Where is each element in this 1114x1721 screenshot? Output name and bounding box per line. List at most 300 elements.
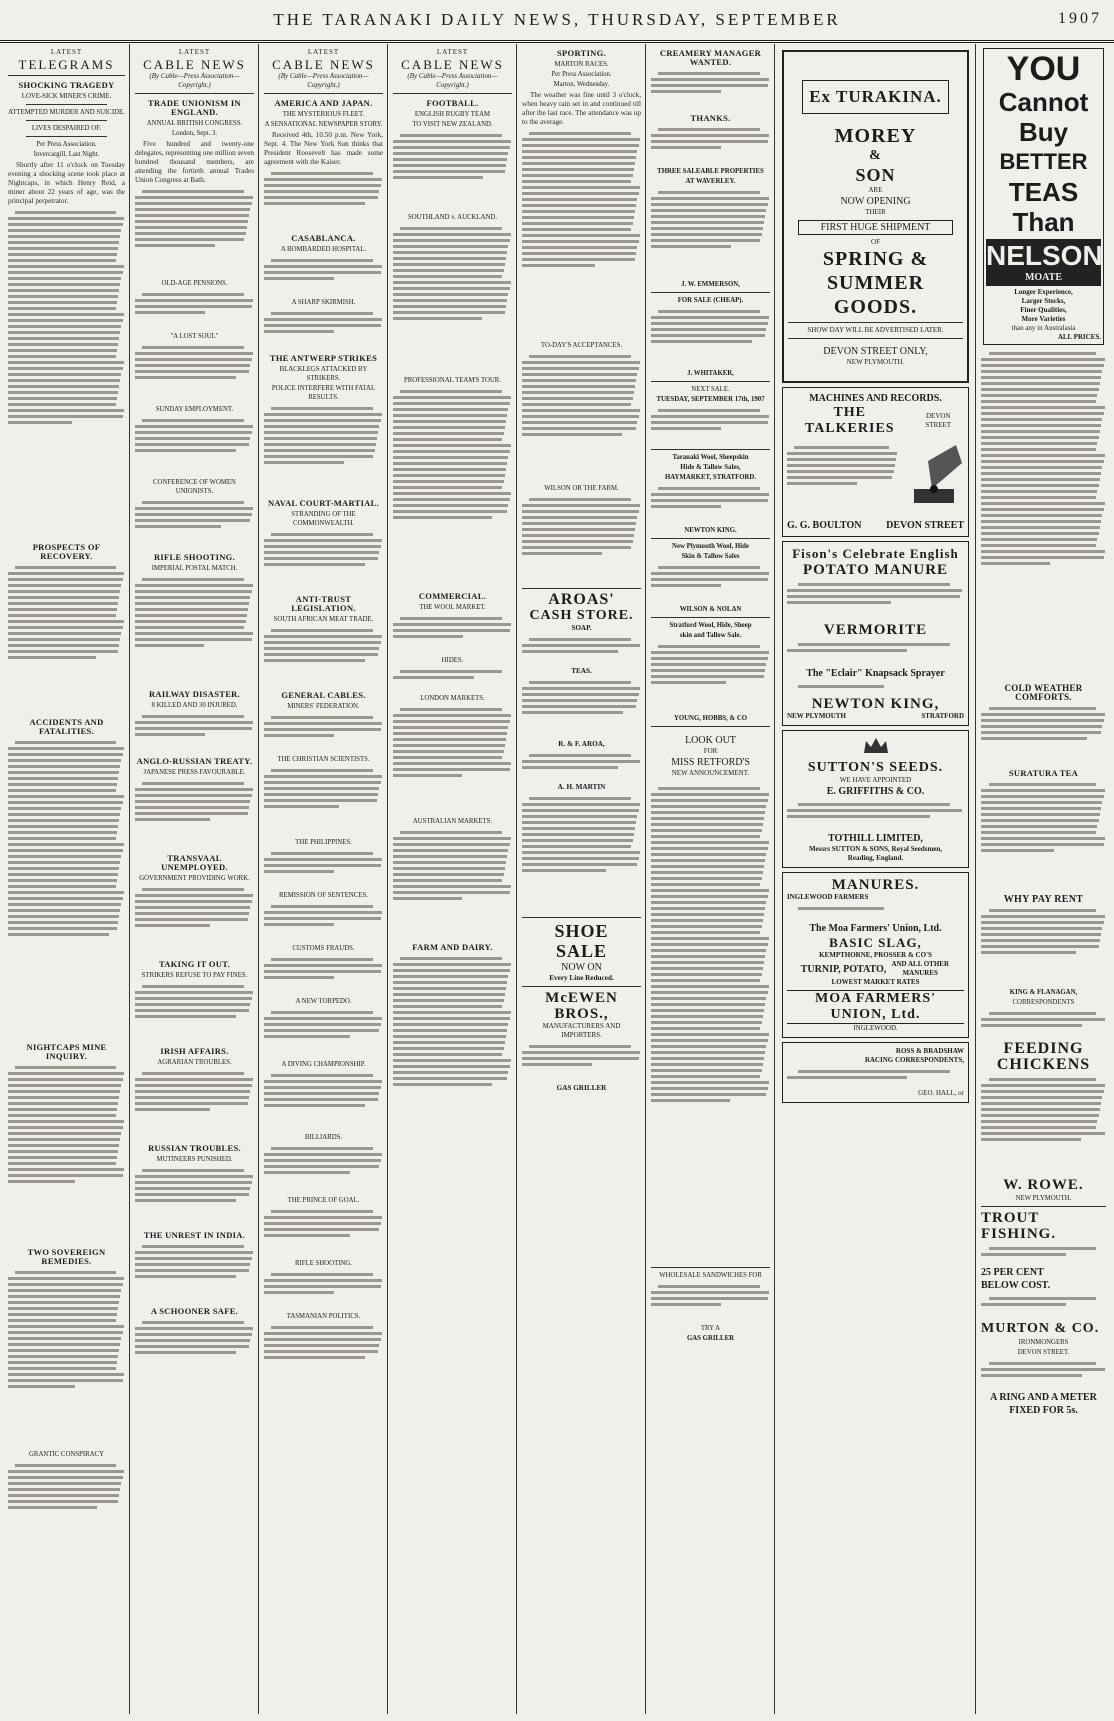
- print-line: [135, 794, 252, 797]
- print-line: [271, 629, 373, 632]
- print-line: [522, 534, 634, 537]
- print-line: [135, 1102, 248, 1105]
- print-line: [651, 505, 721, 508]
- article-body-filler: [135, 712, 254, 752]
- print-line: [8, 337, 119, 340]
- print-line: [135, 800, 250, 803]
- article-subhead: ATTEMPTED MURDER AND SUICIDE.: [8, 109, 125, 116]
- print-line: [393, 855, 507, 858]
- print-line: [8, 632, 121, 635]
- ad-heading: FEEDING: [1003, 1040, 1084, 1057]
- print-line: [8, 1331, 123, 1334]
- print-line: [393, 1077, 507, 1080]
- article-body-filler: [522, 794, 641, 914]
- article-body-filler: [135, 1318, 254, 1378]
- print-line: [393, 299, 507, 302]
- print-line: [8, 1301, 119, 1304]
- print-line: [522, 385, 635, 388]
- print-line: [8, 295, 118, 298]
- print-line: [264, 277, 334, 280]
- print-line: [8, 584, 121, 587]
- print-line: [271, 1326, 373, 1329]
- print-line: [522, 216, 634, 219]
- print-line: [135, 818, 210, 821]
- print-line: [264, 1086, 381, 1089]
- print-line: [135, 1003, 250, 1006]
- print-line: [787, 452, 897, 455]
- article-subhead: ANNUAL BRITISH CONGRESS.: [146, 120, 243, 127]
- article-headline: SHOCKING TRAGEDY: [18, 80, 115, 90]
- ad-text: NOW ON: [561, 962, 602, 973]
- print-line: [651, 340, 752, 343]
- print-line: [8, 626, 123, 629]
- ad-text: FIRST HUGE SHIPMENT: [798, 220, 953, 235]
- print-line: [142, 1169, 244, 1172]
- print-line: [651, 1045, 766, 1048]
- column-kicker: LATEST: [307, 48, 340, 56]
- ad-heading: Ex TURAKINA.: [809, 87, 942, 106]
- print-line: [522, 367, 639, 370]
- print-line: [981, 412, 1104, 415]
- print-line: [135, 912, 249, 915]
- print-line: [393, 1053, 502, 1056]
- print-line: [393, 629, 510, 632]
- ad-text: MANUFACTURERS AND IMPORTERS.: [542, 1022, 621, 1039]
- print-line: [264, 413, 382, 416]
- article-body-filler: [522, 1042, 641, 1082]
- print-line: [651, 1039, 768, 1042]
- print-line: [264, 1098, 378, 1101]
- article-body-filler: [135, 1166, 254, 1226]
- print-line: [264, 659, 365, 662]
- print-line: [393, 873, 504, 876]
- print-line: [8, 1144, 119, 1147]
- print-line: [8, 849, 123, 852]
- ad-sign: G. G. BOULTON: [787, 520, 862, 531]
- print-line: [981, 1120, 1097, 1123]
- print-line: [522, 379, 636, 382]
- print-line: [264, 1222, 381, 1225]
- print-line: [8, 783, 117, 786]
- print-line: [981, 737, 1087, 740]
- ad-text: More Varieties: [1021, 315, 1066, 323]
- article-subhead: WILSON OR THE FARM.: [544, 485, 619, 492]
- print-line: [8, 367, 123, 370]
- print-line: [8, 1337, 121, 1340]
- print-line: [135, 584, 253, 587]
- print-line: [135, 620, 246, 623]
- article-subhead: A SHARP SKIRMISH.: [291, 299, 356, 306]
- column-source: (By Cable—Press Association—Copyright.): [407, 72, 498, 89]
- print-line: [135, 1175, 253, 1178]
- print-line: [135, 1251, 253, 1254]
- print-line: [393, 885, 511, 888]
- print-line: [651, 859, 765, 862]
- print-line: [981, 1126, 1096, 1129]
- column-cable-news-2: [260, 44, 388, 1714]
- print-line: [989, 1078, 1097, 1081]
- print-line: [981, 1253, 1066, 1256]
- print-line: [264, 805, 339, 808]
- print-line: [651, 675, 764, 678]
- article-subhead: RIFLE SHOOTING.: [294, 1260, 353, 1267]
- ad-text: NEW PLYMOUTH: [787, 712, 846, 720]
- print-line: [522, 397, 633, 400]
- print-line: [522, 693, 639, 696]
- print-line: [135, 727, 252, 730]
- ad-heading: YOU: [1006, 50, 1081, 88]
- article-headline: RUSSIAN TROUBLES.: [148, 1143, 241, 1153]
- print-line: [651, 985, 769, 988]
- print-line: [522, 234, 640, 237]
- print-line: [264, 196, 378, 199]
- print-line: [651, 835, 760, 838]
- print-line: [393, 879, 502, 882]
- print-line: [787, 601, 891, 604]
- print-line: [522, 869, 606, 872]
- article-subhead: MARTON RACES.: [554, 61, 609, 68]
- article-body-filler: [393, 667, 512, 692]
- print-line: [522, 391, 634, 394]
- print-line: [981, 731, 1101, 734]
- print-line: [981, 915, 1105, 918]
- print-line: [8, 807, 121, 810]
- article-body-filler: [8, 208, 125, 538]
- ad-heading: MOA FARMERS' UNION, Ltd.: [787, 990, 964, 1024]
- print-line: [522, 839, 633, 842]
- article-subhead: PROFESSIONAL TEAM'S TOUR.: [403, 377, 502, 384]
- ad-filler: [787, 1067, 964, 1087]
- print-line: [393, 317, 482, 320]
- print-line: [8, 765, 120, 768]
- print-line: [264, 184, 381, 187]
- print-line: [393, 426, 505, 429]
- print-line: [651, 657, 768, 660]
- print-line: [393, 635, 463, 638]
- print-line: [135, 590, 252, 593]
- print-line: [8, 1349, 119, 1352]
- print-line: [8, 638, 120, 641]
- print-line: [8, 867, 119, 870]
- print-line: [8, 909, 120, 912]
- print-line: [393, 981, 507, 984]
- ad-text: INGLEWOOD FARMERS: [787, 893, 869, 901]
- ad-filler: [787, 580, 964, 620]
- ad-text: OF: [871, 238, 880, 246]
- ad-heading: Buy: [1018, 117, 1069, 147]
- ad-heading: POTATO MANURE: [802, 562, 949, 578]
- print-line: [8, 223, 123, 226]
- print-line: [264, 1332, 382, 1335]
- print-line: [135, 202, 252, 205]
- print-line: [264, 653, 378, 656]
- article-body-filler: [393, 828, 512, 938]
- ad-text: A. H. MARTIN: [557, 783, 606, 791]
- article-headline: ANGLO-RUSSIAN TREATY.: [136, 756, 253, 766]
- article-subhead: THE PHILIPPINES.: [295, 839, 352, 846]
- print-line: [8, 1096, 119, 1099]
- print-line: [651, 90, 721, 93]
- print-line: [981, 370, 1102, 373]
- print-line: [135, 1269, 249, 1272]
- print-line: [651, 1051, 765, 1054]
- print-line: [522, 760, 640, 763]
- ad-text: GAS GRILLER: [686, 1335, 735, 1342]
- advert-fisons: [782, 541, 969, 726]
- print-line: [529, 132, 631, 135]
- print-line: [393, 867, 505, 870]
- print-line: [135, 1193, 249, 1196]
- ad-heading: The Moa Farmers' Union, Ltd.: [809, 923, 942, 934]
- print-line: [522, 815, 637, 818]
- print-line: [142, 578, 244, 581]
- print-line: [15, 211, 116, 214]
- print-line: [658, 1285, 760, 1288]
- ad-filler: [522, 678, 641, 738]
- article-body-filler: [264, 309, 383, 349]
- print-line: [651, 877, 762, 880]
- ad-heading: MACHINES AND RECORDS.: [809, 393, 942, 404]
- article-dateline: Invercargill, Last Night.: [33, 151, 100, 158]
- article-headline: NIGHTCAPS MINE INQUIRY.: [26, 1042, 107, 1061]
- print-line: [651, 146, 721, 149]
- print-line: [8, 361, 124, 364]
- print-line: [393, 245, 508, 248]
- ad-text: CORRESPONDENTS: [1012, 999, 1075, 1006]
- print-line: [271, 1074, 373, 1077]
- print-line: [522, 650, 618, 653]
- print-line: [529, 498, 631, 501]
- ad-heading: THANKS.: [690, 113, 731, 123]
- print-line: [393, 176, 483, 179]
- print-line: [981, 719, 1104, 722]
- column-source: (By Cable—Press Association—Copyright.): [149, 72, 240, 89]
- print-line: [522, 827, 635, 830]
- print-line: [8, 1156, 117, 1159]
- print-line: [651, 817, 764, 820]
- article-headline: FARM AND DAIRY.: [412, 942, 493, 952]
- column-display-ads: [776, 44, 976, 1714]
- article-subhead: IMPERIAL POSTAL MATCH.: [151, 565, 238, 572]
- print-line: [981, 556, 1104, 559]
- article-body-filler: [264, 713, 383, 753]
- print-line: [264, 1285, 381, 1288]
- print-line: [393, 861, 506, 864]
- classifieds-filler: [981, 906, 1106, 986]
- print-line: [651, 847, 768, 850]
- print-line: [8, 409, 124, 412]
- print-line: [135, 997, 252, 1000]
- print-line: [142, 782, 244, 785]
- print-line: [651, 1303, 721, 1306]
- print-line: [522, 857, 639, 860]
- article-body-filler: [135, 982, 254, 1042]
- ad-filler: [522, 751, 641, 781]
- print-line: [522, 427, 636, 430]
- print-line: [522, 863, 637, 866]
- print-line: [142, 1321, 244, 1324]
- print-line: [522, 264, 595, 267]
- print-line: [393, 768, 510, 771]
- print-line: [651, 889, 769, 892]
- print-line: [981, 448, 1096, 451]
- print-line: [8, 283, 120, 286]
- ad-text: AND ALL OTHER MANURES: [891, 960, 950, 977]
- masthead-title: THE TARANAKI DAILY NEWS, THURSDAY, SEPTEMBER: [273, 10, 841, 29]
- print-line: [651, 663, 766, 666]
- print-line: [142, 1072, 244, 1075]
- print-line: [522, 138, 640, 141]
- print-line: [135, 443, 249, 446]
- ad-text: Messrs SUTTON & SONS, Royal Seedsmen,: [808, 845, 943, 853]
- print-line: [8, 241, 119, 244]
- advert-feeding-chickens: [981, 1041, 1106, 1073]
- print-line: [651, 578, 768, 581]
- ad-sign: YOUNG, HOBBS, & CO: [673, 715, 748, 722]
- article-body-filler: [8, 1461, 125, 1541]
- print-line: [522, 711, 623, 714]
- print-line: [8, 1120, 124, 1123]
- print-line: [8, 843, 124, 846]
- print-line: [264, 870, 334, 873]
- print-line: [981, 430, 1100, 433]
- print-line: [989, 1012, 1097, 1015]
- print-line: [264, 419, 381, 422]
- column-cable-news-1: [131, 44, 259, 1714]
- ad-heading: &: [869, 148, 882, 163]
- print-line: [8, 331, 120, 334]
- print-line: [981, 843, 1104, 846]
- article-body-filler: [8, 1063, 125, 1243]
- print-line: [135, 806, 249, 809]
- print-line: [651, 937, 769, 940]
- print-line: [787, 458, 896, 461]
- print-line: [8, 1379, 123, 1382]
- print-line: [8, 813, 120, 816]
- classifieds-filler: [981, 780, 1106, 890]
- article-body: Shortly after 11 o'clock on Tuesday evening a shocking scene took place at Nightcaps, in which Henry Reid, a miner about 22 years of age, was the principal perpetrator.: [8, 161, 125, 205]
- print-line: [651, 979, 760, 982]
- print-line: [8, 1476, 123, 1479]
- print-line: [651, 1021, 762, 1024]
- print-line: [981, 933, 1101, 936]
- print-line: [271, 852, 373, 855]
- print-line: [8, 421, 72, 424]
- print-line: [264, 641, 381, 644]
- print-line: [651, 233, 762, 236]
- print-line: [393, 987, 506, 990]
- ad-heading: Stratford Wool, Hide, Sheep: [669, 622, 752, 629]
- ad-heading: FOR SALE (CHEAP).: [677, 297, 744, 304]
- column-heading: CABLE NEWS: [401, 57, 504, 72]
- print-line: [8, 650, 118, 653]
- print-line: [651, 78, 769, 81]
- print-line: [981, 502, 1105, 505]
- print-line: [787, 809, 962, 812]
- print-line: [393, 1029, 507, 1032]
- article-subhead: A DIVING CHAMPIONSHIP.: [281, 1061, 366, 1068]
- print-line: [135, 364, 250, 367]
- print-line: [8, 259, 116, 262]
- print-line: [8, 325, 121, 328]
- ad-heading: VERMORITE: [823, 622, 928, 638]
- print-line: [264, 1216, 382, 1219]
- ad-text: NOW OPENING: [840, 196, 911, 207]
- ad-filler: [651, 125, 770, 165]
- print-line: [8, 801, 123, 804]
- print-line: [393, 720, 510, 723]
- ad-heading: AT WAVERLEY.: [685, 178, 736, 185]
- print-line: [8, 759, 121, 762]
- ad-heading: The "Eclair" Knapsack Sprayer: [806, 668, 945, 679]
- print-line: [8, 1078, 123, 1081]
- print-line: [981, 490, 1097, 493]
- print-line: [981, 382, 1100, 385]
- ad-text: ARE: [868, 186, 883, 194]
- print-line: [8, 1090, 120, 1093]
- print-line: [8, 1313, 117, 1316]
- print-line: [651, 584, 721, 587]
- ad-text: LOOK OUT: [685, 735, 736, 746]
- print-line: [135, 1275, 236, 1278]
- print-line: [651, 811, 765, 814]
- print-line: [8, 795, 124, 798]
- ad-text: THEIR: [865, 208, 886, 216]
- article-body-filler: [264, 1323, 383, 1383]
- ad-heading: WHY PAY RENT: [1003, 894, 1084, 905]
- print-line: [393, 837, 511, 840]
- print-line: [264, 202, 365, 205]
- print-line: [8, 1102, 118, 1105]
- print-line: [264, 545, 381, 548]
- print-line: [981, 424, 1101, 427]
- column-heading: CABLE NEWS: [143, 57, 246, 72]
- print-line: [8, 873, 118, 876]
- ad-heading: SURATURA TEA: [1008, 768, 1079, 778]
- advert-nelson-moate-tea: [983, 48, 1104, 345]
- print-line: [8, 1138, 120, 1141]
- print-line: [981, 1108, 1100, 1111]
- print-line: [135, 812, 248, 815]
- print-line: [135, 1009, 249, 1012]
- print-line: [981, 484, 1099, 487]
- ad-text: SOAP.: [571, 624, 592, 632]
- print-line: [651, 197, 769, 200]
- print-line: [8, 1470, 124, 1473]
- print-line: [264, 799, 377, 802]
- print-line: [264, 178, 382, 181]
- print-line: [264, 964, 382, 967]
- print-line: [651, 134, 769, 137]
- print-line: [8, 1385, 75, 1388]
- print-line: [393, 1017, 510, 1020]
- print-line: [981, 358, 1105, 361]
- article-subhead: STRANDING OF THE COMMONWEALTH.: [291, 511, 356, 527]
- print-line: [651, 227, 763, 230]
- article-body-filler: [264, 1071, 383, 1131]
- article-headline: IRISH AFFAIRS.: [160, 1046, 229, 1056]
- ad-filler: [522, 635, 641, 665]
- print-line: [264, 265, 382, 268]
- article-body-filler: [264, 955, 383, 995]
- ad-text: DEVON STREET: [925, 412, 952, 429]
- article-subhead: "A LOST SOUL": [170, 333, 219, 340]
- print-line: [651, 421, 768, 424]
- ad-heading: HAYMARKET, STRATFORD.: [664, 474, 757, 481]
- print-line: [522, 552, 602, 555]
- print-line: [393, 510, 507, 513]
- print-line: [135, 906, 250, 909]
